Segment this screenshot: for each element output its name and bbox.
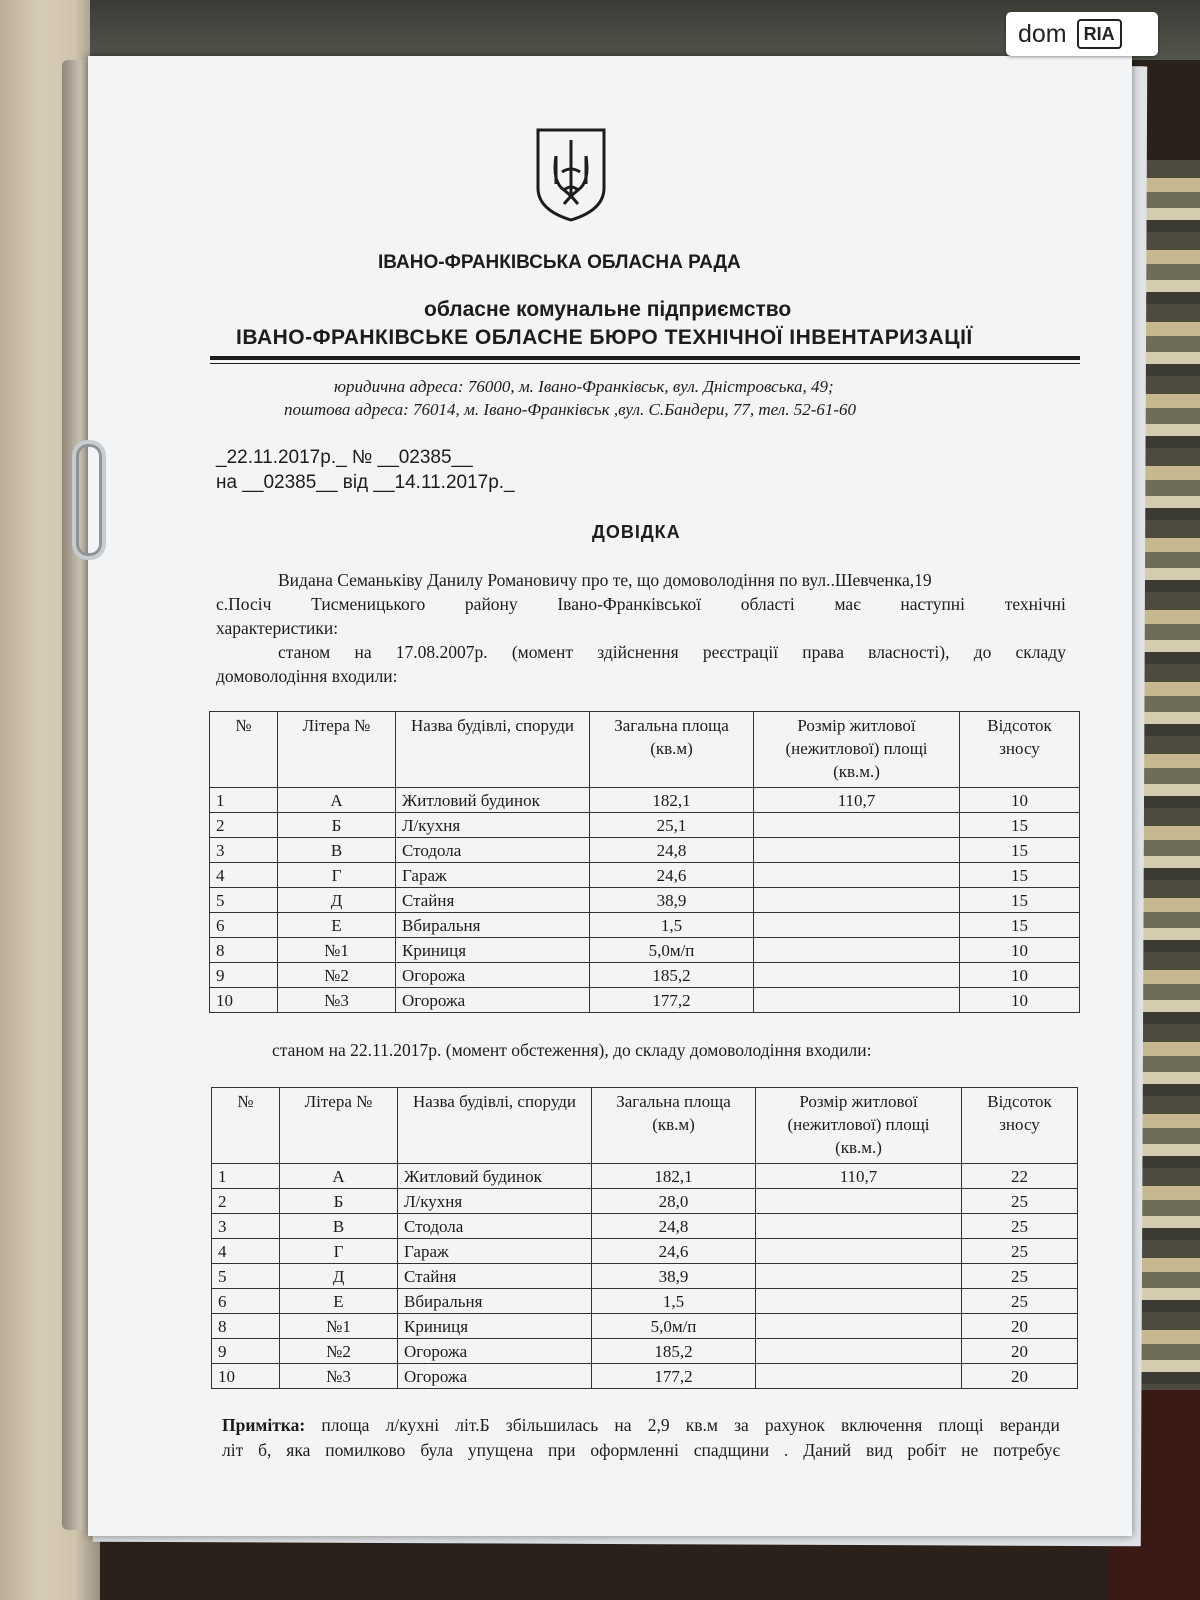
cell-letter: В — [280, 1214, 398, 1239]
cell-wear: 25 — [962, 1264, 1078, 1289]
cell-wear: 15 — [960, 888, 1080, 913]
cell-name: Стодола — [398, 1214, 592, 1239]
body-word: с.Посіч — [216, 594, 272, 614]
body-word: області — [740, 594, 795, 614]
cell-wear: 25 — [962, 1214, 1078, 1239]
table-header-row — [212, 1088, 1078, 1164]
cell-name: Житловий будинок — [398, 1164, 592, 1189]
note-word: літ.Б — [455, 1415, 490, 1435]
cell-letter: А — [278, 788, 396, 813]
cell-name: Огорожа — [396, 963, 590, 988]
cell-letter: №1 — [280, 1314, 398, 1339]
cell-num: 9 — [210, 963, 278, 988]
header-living-area: Розмір житлової (нежитлової) площі (кв.м.) — [756, 1088, 962, 1164]
note-word: при — [548, 1440, 576, 1460]
cell-living-area — [756, 1289, 962, 1314]
note-word: помилково — [325, 1440, 406, 1460]
note-word: упущена — [467, 1440, 534, 1460]
body-word: Тисменицького — [311, 594, 426, 614]
note-word: збільшилась — [505, 1415, 599, 1435]
cell-letter: В — [278, 838, 396, 863]
table-row — [210, 938, 1080, 963]
cell-living-area — [756, 1339, 962, 1364]
cell-living-area — [754, 938, 960, 963]
cell-area: 38,9 — [592, 1264, 756, 1289]
cell-name: Вбиральня — [398, 1289, 592, 1314]
cell-name: Огорожа — [398, 1339, 592, 1364]
body-word: 17.08.2007р. — [395, 642, 488, 662]
cell-living-area — [756, 1264, 962, 1289]
table-row — [212, 1189, 1078, 1214]
cell-letter: Б — [278, 813, 396, 838]
note-word: л/кухні — [385, 1415, 440, 1435]
body-line-5: домоволодіння входили: — [216, 666, 398, 686]
state-2017-line: станом на 22.11.2017р. (момент обстеження), до складу домоволодіння входили: — [272, 1040, 872, 1060]
cell-living-area — [754, 913, 960, 938]
header-wear: Відсоток зносу — [962, 1088, 1078, 1164]
table-row — [212, 1214, 1078, 1239]
body-word: здійснення — [597, 642, 679, 662]
note-word: кв.м — [685, 1415, 718, 1435]
cell-wear: 10 — [960, 788, 1080, 813]
postal-address: поштова адреса: 76014, м. Івано-Франківськ ,вул. С.Бандери, 77, тел. 52-61-60 — [284, 400, 857, 419]
body-word: на — [354, 642, 372, 662]
cell-living-area — [756, 1314, 962, 1339]
body-line-1: Видана Семаньківу Данилу Романовичу про те, що домоволодіння по вул..Шевченка,19 — [278, 570, 932, 590]
cell-num: 4 — [212, 1239, 280, 1264]
enterprise-type: обласне комунальне підприємство — [424, 298, 792, 321]
cell-num: 5 — [212, 1264, 280, 1289]
note-word: включення — [841, 1415, 923, 1435]
council-name: ІВАНО-ФРАНКІВСЬКА ОБЛАСНА РАДА — [378, 252, 741, 273]
note-word: площі — [938, 1415, 984, 1435]
registration-number: _22.11.2017р._ № __02385__ — [216, 447, 473, 468]
note-word: б, — [258, 1440, 272, 1460]
body-line-2 — [216, 594, 1066, 615]
cell-area: 25,1 — [590, 813, 754, 838]
cell-wear: 20 — [962, 1339, 1078, 1364]
header-letter: Літера № — [278, 712, 396, 788]
body-word: станом — [278, 642, 331, 662]
cell-area: 38,9 — [590, 888, 754, 913]
table-row — [212, 1364, 1078, 1389]
cell-num: 8 — [212, 1314, 280, 1339]
cell-num: 3 — [210, 838, 278, 863]
table-row — [210, 988, 1080, 1013]
cell-wear: 10 — [960, 938, 1080, 963]
cell-living-area — [756, 1364, 962, 1389]
body-word: Івано-Франківської — [557, 594, 702, 614]
watermark-dom-text: dom — [1018, 19, 1067, 48]
cell-area: 24,6 — [590, 863, 754, 888]
cell-letter: №3 — [280, 1364, 398, 1389]
cell-living-area — [756, 1189, 962, 1214]
table-body — [212, 1164, 1078, 1389]
buildings-table-2007 — [209, 711, 1080, 1013]
cell-wear: 15 — [960, 863, 1080, 888]
table-row — [210, 813, 1080, 838]
note-line-1 — [222, 1415, 1060, 1436]
cell-area: 1,5 — [590, 913, 754, 938]
note-word: веранди — [999, 1415, 1060, 1435]
cell-num: 2 — [212, 1189, 280, 1214]
cell-num: 6 — [212, 1289, 280, 1314]
body-word: (момент — [511, 642, 574, 662]
cell-living-area: 110,7 — [756, 1164, 962, 1189]
note-word: вид — [865, 1440, 893, 1460]
reference-number: на __02385__ від __14.11.2017р._ — [216, 472, 515, 493]
header-name: Назва будівлі, споруди — [396, 712, 590, 788]
body-word: технічні — [1004, 594, 1066, 614]
cell-num: 10 — [210, 988, 278, 1013]
cell-letter: Д — [280, 1264, 398, 1289]
cell-living-area — [756, 1214, 962, 1239]
note-word: не — [961, 1440, 979, 1460]
note-word: на — [614, 1415, 632, 1435]
cell-living-area — [754, 888, 960, 913]
header-num: № — [212, 1088, 280, 1164]
table-row — [210, 913, 1080, 938]
cell-letter: Г — [278, 863, 396, 888]
body-word: реєстрації — [702, 642, 779, 662]
table-row — [210, 863, 1080, 888]
body-word: складу — [1015, 642, 1066, 662]
note-word: . — [784, 1440, 789, 1460]
cell-area: 28,0 — [592, 1189, 756, 1214]
cell-area: 177,2 — [592, 1364, 756, 1389]
cell-num: 8 — [210, 938, 278, 963]
note-word: рахунок — [764, 1415, 825, 1435]
cell-num: 6 — [210, 913, 278, 938]
header-rule-thin — [210, 363, 1080, 364]
cell-area: 5,0м/п — [590, 938, 754, 963]
cell-name: Л/кухня — [396, 813, 590, 838]
cell-letter: Г — [280, 1239, 398, 1264]
cell-living-area — [754, 963, 960, 988]
cell-wear: 15 — [960, 838, 1080, 863]
cell-name: Вбиральня — [396, 913, 590, 938]
note-word: яка — [286, 1440, 311, 1460]
note-word: була — [420, 1440, 454, 1460]
header-wear: Відсоток зносу — [960, 712, 1080, 788]
header-living-area: Розмір житлової (нежитлової) площі (кв.м.) — [754, 712, 960, 788]
table-row — [212, 1289, 1078, 1314]
note-word: робіт — [907, 1440, 947, 1460]
cell-area: 185,2 — [592, 1339, 756, 1364]
table-row — [212, 1239, 1078, 1264]
cell-name: Криниця — [396, 938, 590, 963]
cell-living-area — [754, 988, 960, 1013]
cell-letter: Е — [278, 913, 396, 938]
cell-area: 24,6 — [592, 1239, 756, 1264]
paper-clip — [72, 440, 106, 560]
cell-num: 4 — [210, 863, 278, 888]
cell-living-area — [756, 1239, 962, 1264]
cell-letter: №2 — [280, 1339, 398, 1364]
dom-ria-watermark — [1006, 12, 1158, 56]
note-word: Даний — [803, 1440, 852, 1460]
cell-name: Огорожа — [396, 988, 590, 1013]
table-row — [210, 788, 1080, 813]
cell-name: Огорожа — [398, 1364, 592, 1389]
note-word: оформленні — [590, 1440, 679, 1460]
cell-num: 10 — [212, 1364, 280, 1389]
table-row — [212, 1314, 1078, 1339]
cell-letter: А — [280, 1164, 398, 1189]
cell-living-area — [754, 838, 960, 863]
header-area: Загальна площа (кв.м) — [590, 712, 754, 788]
body-line-4 — [278, 642, 1066, 663]
cell-name: Гараж — [398, 1239, 592, 1264]
body-word: має — [834, 594, 861, 614]
cell-name: Криниця — [398, 1314, 592, 1339]
buildings-table-2017 — [211, 1087, 1078, 1389]
header-num: № — [210, 712, 278, 788]
cell-num: 3 — [212, 1214, 280, 1239]
table-header-row — [210, 712, 1080, 788]
cell-living-area — [754, 813, 960, 838]
bureau-name: ІВАНО-ФРАНКІВСЬКЕ ОБЛАСНЕ БЮРО ТЕХНІЧНОЇ ІНВЕНТАРИЗАЦІЇ — [236, 326, 973, 349]
cell-name: Л/кухня — [398, 1189, 592, 1214]
cell-wear: 10 — [960, 963, 1080, 988]
note-word: спадщини — [693, 1440, 770, 1460]
header-rule — [210, 356, 1080, 360]
note-word: літ — [222, 1440, 244, 1460]
note-label: Примітка: — [222, 1415, 306, 1435]
cell-name: Стайня — [396, 888, 590, 913]
cell-name: Гараж — [396, 863, 590, 888]
document-title: ДОВІДКА — [592, 522, 681, 542]
table-row — [210, 963, 1080, 988]
table-row — [212, 1164, 1078, 1189]
body-word: права — [802, 642, 844, 662]
cell-wear: 25 — [962, 1239, 1078, 1264]
cell-wear: 10 — [960, 988, 1080, 1013]
legal-address: юридична адреса: 76000, м. Івано-Франківськ, вул. Дністровська, 49; — [334, 377, 834, 396]
cell-letter: Е — [280, 1289, 398, 1314]
watermark-ria-text: RIA — [1077, 19, 1122, 49]
cell-wear: 25 — [962, 1189, 1078, 1214]
cell-wear: 25 — [962, 1289, 1078, 1314]
cell-name: Стайня — [398, 1264, 592, 1289]
note-line-2 — [222, 1440, 1060, 1461]
cell-letter: №3 — [278, 988, 396, 1013]
cell-area: 182,1 — [590, 788, 754, 813]
cell-wear: 20 — [962, 1314, 1078, 1339]
body-line-3: характеристики: — [216, 618, 339, 638]
cell-living-area — [754, 863, 960, 888]
table-row — [210, 888, 1080, 913]
cell-area: 24,8 — [590, 838, 754, 863]
cell-area: 1,5 — [592, 1289, 756, 1314]
cell-num: 5 — [210, 888, 278, 913]
cell-num: 2 — [210, 813, 278, 838]
body-word: наступні — [900, 594, 966, 614]
body-word: власності), — [868, 642, 950, 662]
header-area: Загальна площа (кв.м) — [592, 1088, 756, 1164]
cell-wear: 22 — [962, 1164, 1078, 1189]
cell-wear: 20 — [962, 1364, 1078, 1389]
cell-wear: 15 — [960, 913, 1080, 938]
cell-letter: №1 — [278, 938, 396, 963]
body-word: до — [973, 642, 992, 662]
note-word: потребує — [993, 1440, 1060, 1460]
cell-area: 182,1 — [592, 1164, 756, 1189]
body-word: району — [464, 594, 518, 614]
cell-num: 9 — [212, 1339, 280, 1364]
cell-area: 185,2 — [590, 963, 754, 988]
cell-letter: Д — [278, 888, 396, 913]
cell-area: 24,8 — [592, 1214, 756, 1239]
table-row — [210, 838, 1080, 863]
cell-living-area: 110,7 — [754, 788, 960, 813]
table-body — [210, 788, 1080, 1013]
header-name: Назва будівлі, споруди — [398, 1088, 592, 1164]
table-row — [212, 1264, 1078, 1289]
cell-letter: №2 — [278, 963, 396, 988]
note-word: за — [734, 1415, 749, 1435]
cell-area: 177,2 — [590, 988, 754, 1013]
cell-letter: Б — [280, 1189, 398, 1214]
cell-name: Житловий будинок — [396, 788, 590, 813]
cell-wear: 15 — [960, 813, 1080, 838]
cell-num: 1 — [212, 1164, 280, 1189]
table-row — [212, 1339, 1078, 1364]
coat-of-arms-icon — [534, 126, 608, 222]
cell-area: 5,0м/п — [592, 1314, 756, 1339]
header-letter: Літера № — [280, 1088, 398, 1164]
cell-name: Стодола — [396, 838, 590, 863]
cell-num: 1 — [210, 788, 278, 813]
note-word: площа — [321, 1415, 370, 1435]
note-word: 2,9 — [647, 1415, 670, 1435]
